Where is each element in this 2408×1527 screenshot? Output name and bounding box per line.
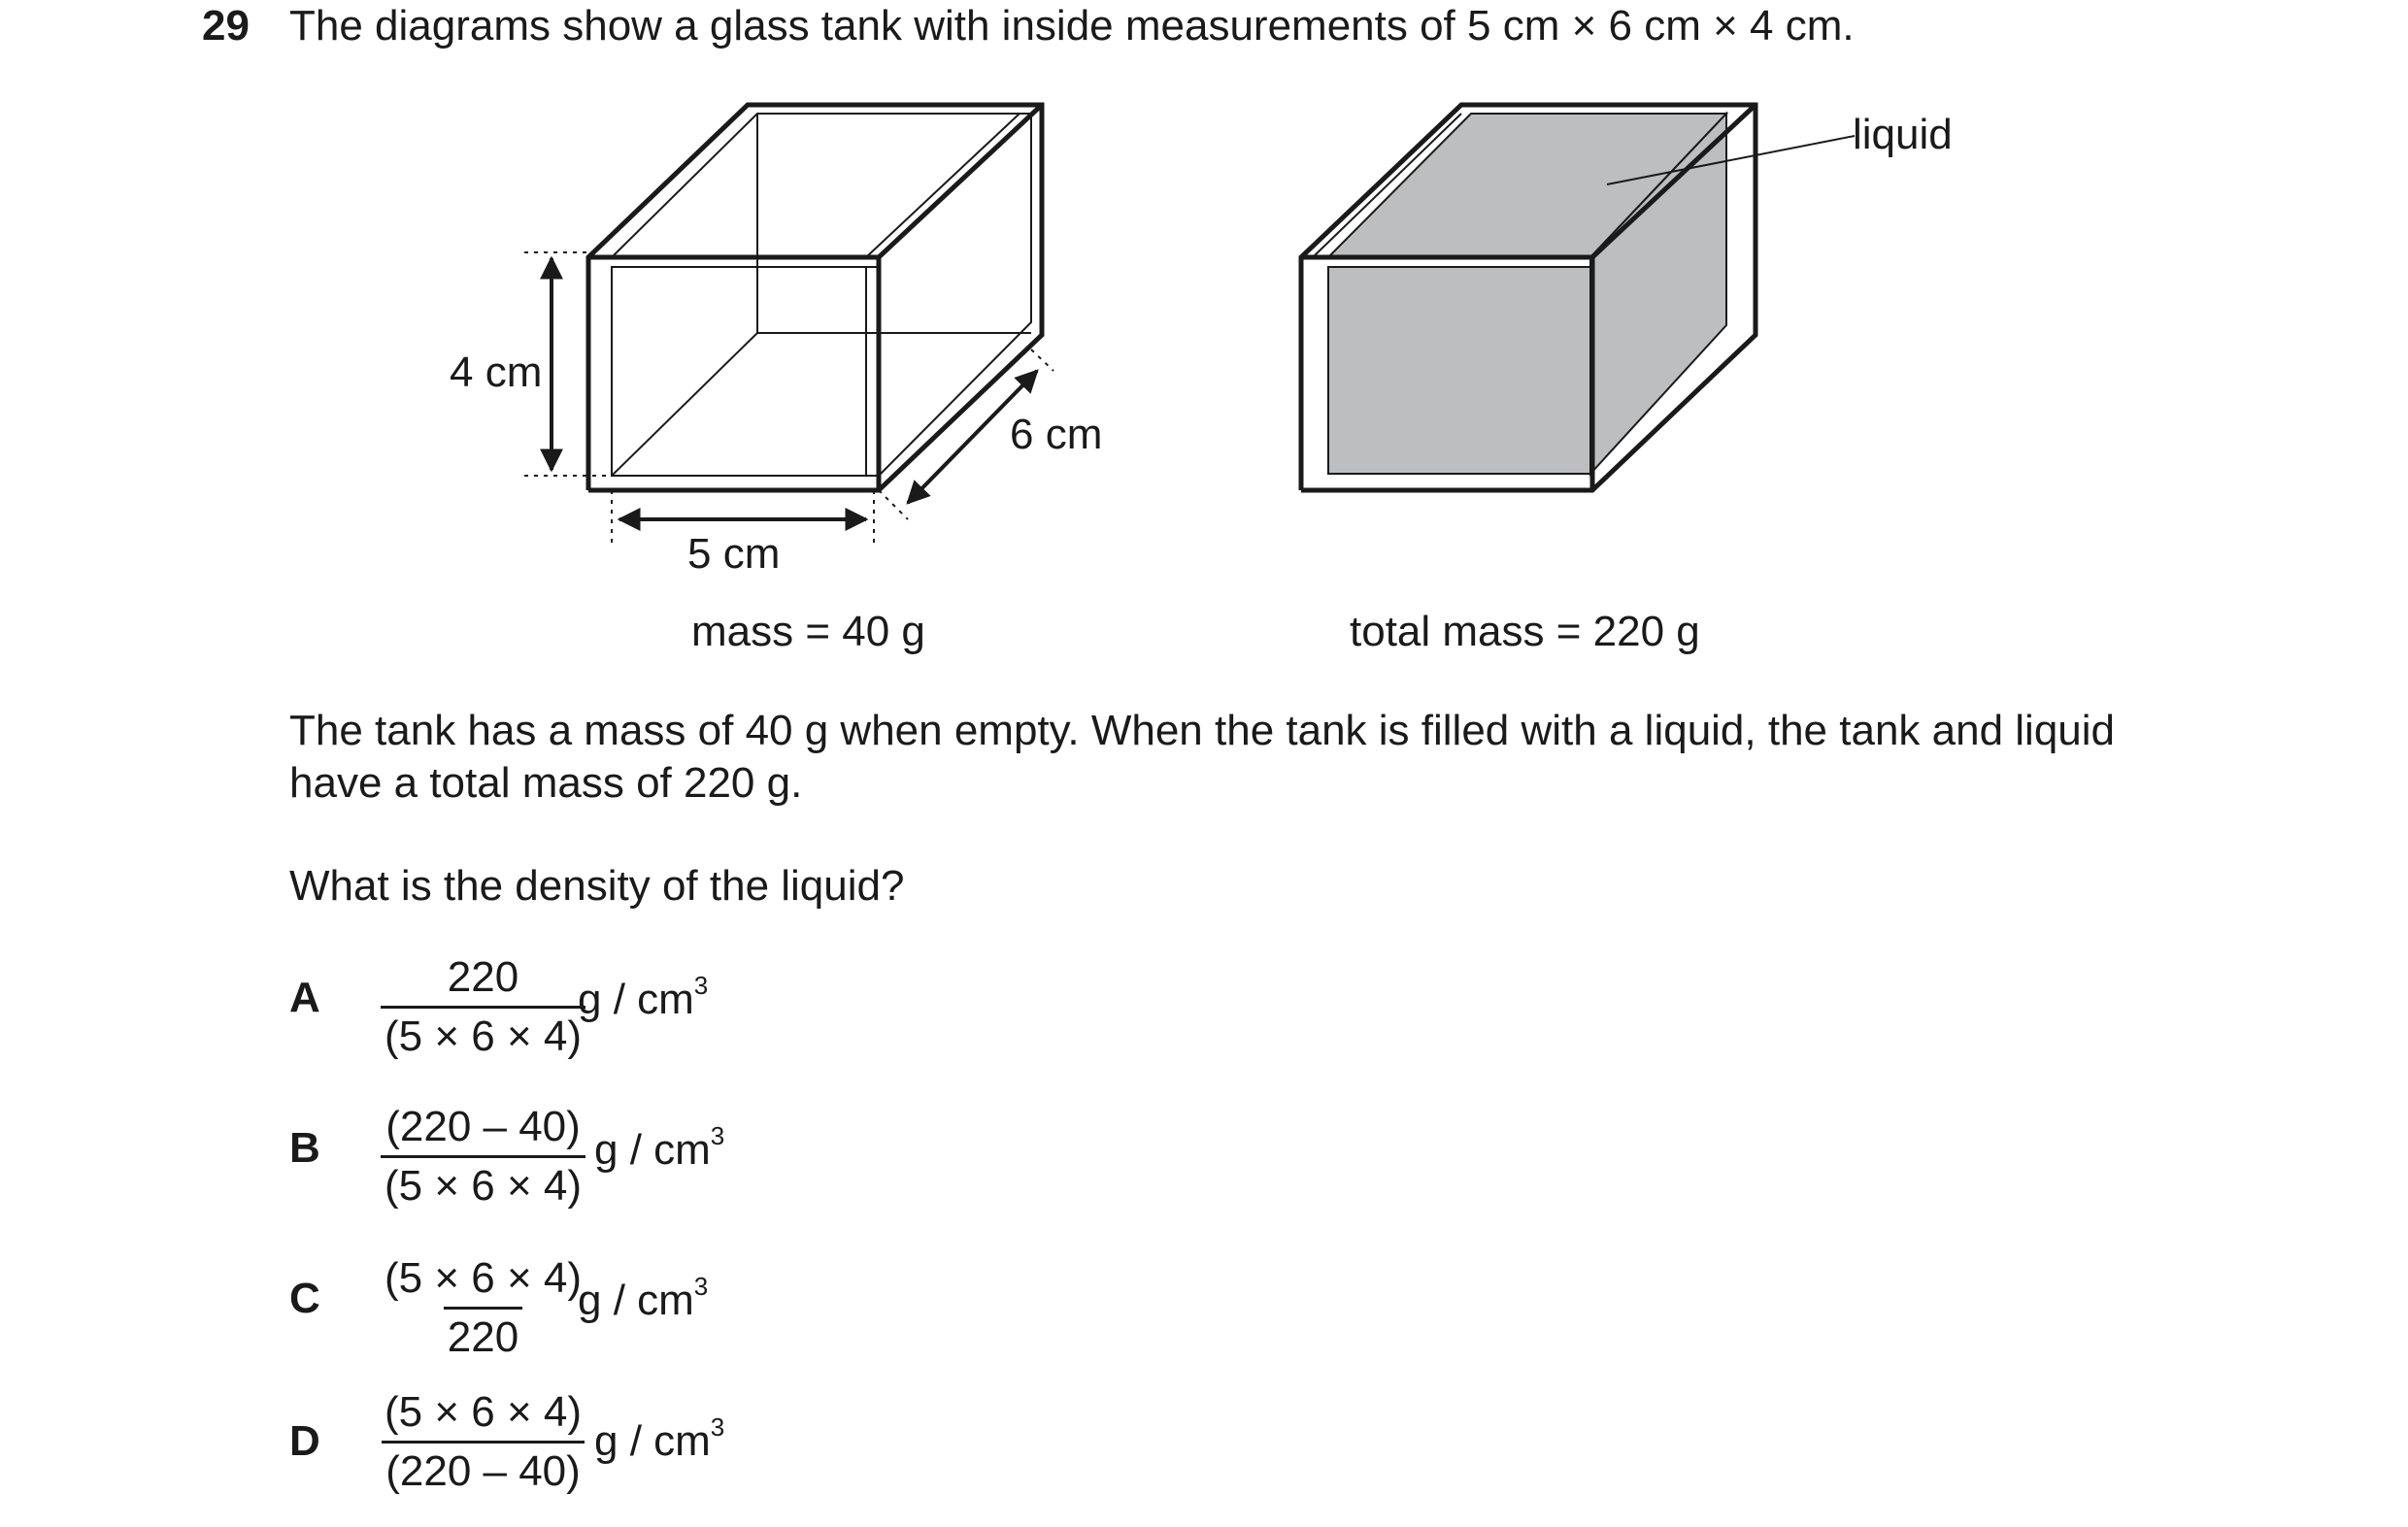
body-line-1: The tank has a mass of 40 g when empty. When the tank is filled with a liquid, the tank and liquid bbox=[289, 707, 2116, 754]
full-mass-caption: total mass = 220 g bbox=[1350, 608, 1700, 655]
option-d-denominator: (220 – 40) bbox=[382, 1441, 585, 1496]
option-a-denominator: (5 × 6 × 4) bbox=[381, 1006, 585, 1061]
option-d-letter[interactable]: D bbox=[289, 1417, 320, 1465]
option-b-numerator: (220 – 40) bbox=[385, 1103, 581, 1150]
option-c-numerator: (5 × 6 × 4) bbox=[385, 1254, 583, 1302]
width-label: 5 cm bbox=[687, 530, 781, 578]
option-b-fraction[interactable] bbox=[381, 1103, 585, 1211]
option-b-letter[interactable]: B bbox=[289, 1124, 320, 1172]
option-c-denominator: 220 bbox=[444, 1307, 522, 1362]
depth-label: 6 cm bbox=[1010, 411, 1103, 458]
option-b-denominator: (5 × 6 × 4) bbox=[381, 1155, 585, 1211]
option-d-numerator: (5 × 6 × 4) bbox=[385, 1388, 583, 1436]
option-c-unit: g / $cm^3$ bbox=[578, 1272, 709, 1324]
option-a-fraction[interactable] bbox=[381, 953, 585, 1061]
option-a-numerator: 220 bbox=[447, 953, 519, 1001]
height-label: 4 cm bbox=[450, 349, 543, 396]
body-line-2: have a total mass of 220 g. bbox=[289, 759, 803, 807]
option-c-fraction[interactable] bbox=[381, 1254, 585, 1362]
option-c-letter[interactable]: C bbox=[289, 1275, 320, 1322]
option-a-letter[interactable]: A bbox=[289, 974, 320, 1021]
question-stem: The diagrams show a glass tank with inside measurements of 5 cm × 6 cm × 4 cm. bbox=[289, 2, 1855, 50]
tank-diagrams bbox=[0, 0, 2408, 699]
empty-mass-caption: mass = 40 g bbox=[691, 608, 925, 655]
option-b-unit: g / $cm^3$ bbox=[594, 1121, 725, 1174]
option-d-fraction[interactable] bbox=[381, 1388, 585, 1496]
question-number: 29 bbox=[202, 2, 250, 50]
option-a-unit: g / $cm^3$ bbox=[578, 971, 709, 1023]
liquid-label: liquid bbox=[1853, 111, 1953, 158]
filled-tank-diagram bbox=[1301, 105, 1855, 490]
option-d-unit: g / $cm^3$ bbox=[594, 1412, 725, 1465]
empty-tank-diagram bbox=[524, 105, 1054, 546]
question-prompt: What is the density of the liquid? bbox=[289, 862, 905, 910]
